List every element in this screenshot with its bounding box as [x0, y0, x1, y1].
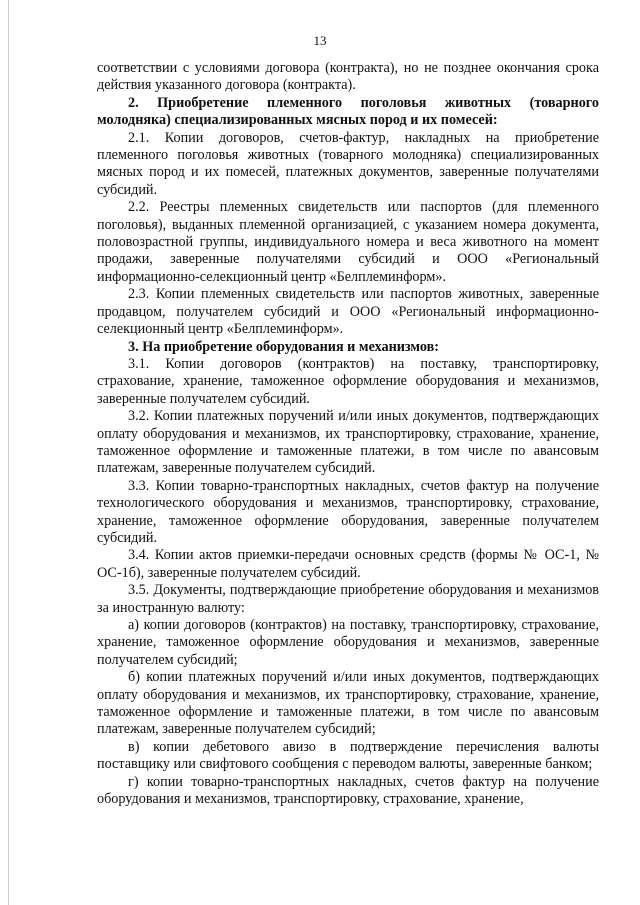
document-body — [97, 60, 599, 808]
paragraph: 3.5. Документы, подтверждающие приобретение оборудования и механизмов за иностранную валюту: — [97, 582, 599, 616]
paragraph: 3.1. Копии договоров (контрактов) на поставку, транспортировку, страхование, хранение, таможенное оформление оборудования и механизмов, заверенные получателем субсидий. — [97, 355, 599, 407]
paragraph: 2.2. Реестры племенных свидетельств или паспортов (для племенного поголовья), выданных племенной организацией, с указанием номера документа, половозрастной группы, индивидуального номера и веса животного на момент продажи, заверенные получателями субсидий и ООО «Региональный информационно-селекционный центр «Белплеминформ». — [97, 199, 599, 285]
list-item: в) копии дебетового авизо в подтверждение перечисления валюты поставщику или свифтового сообщения с переводом валюты, заверенные банком; — [97, 738, 599, 773]
section-heading: 3. На приобретение оборудования и механизмов: — [128, 338, 440, 355]
section-heading: 2. Приобретение племенного поголовья животных (товарного молодняка) специализированных мясных пород и их помесей: — [97, 94, 599, 129]
paragraph: 2.1. Копии договоров, счетов-фактур, накладных на приобретение племенного поголовья животных (товарного молодняка) специализированных мясных пород и их помесей, платежных документов, заверенные получателями субсидий. — [97, 129, 599, 198]
paragraph: 3.4. Копии актов приемки-передачи основных средств (формы № ОС-1, № ОС-1б), заверенные получателем субсидий. — [97, 547, 599, 581]
list-item: г) копии товарно-транспортных накладных, счетов фактур на получение оборудования и механизмов, транспортировку, страхование, хранение, — [97, 773, 599, 808]
paragraph: 3.2. Копии платежных поручений и/или иных документов, подтверждающих оплату оборудования и механизмов, их транспортировку, страхование, хранение, таможенное оформление и таможенные платежи, в том числе по авансовым платежам, заверенные получателем субсидий. — [97, 408, 599, 477]
paragraph: соответствии с условиями договора (контракта), но не позднее окончания срока действия указанного договора (контракта). — [97, 60, 599, 94]
paragraph: 2.3. Копии племенных свидетельств или паспортов животных, заверенные продавцом, получателем субсидий и ООО «Региональный информационно-селекционный центр «Белплеминформ». — [97, 286, 599, 338]
page-number: 13 — [313, 33, 327, 48]
paragraph: 3.3. Копии товарно-транспортных накладных, счетов фактур на получение технологического оборудования и механизмов, транспортировку, страхование, хранение, таможенное оформление оборудования, заверенные получателем субсидий. — [97, 477, 599, 546]
list-item: б) копии платежных поручений и/или иных документов, подтверждающих оплату оборудования и механизмов, их транспортировку, страхование, хранение, таможенное оформление и таможенные платежи, в том числе по авансовым платежам, заверенные получателем субсидий; — [97, 669, 599, 738]
scan-edge-line — [8, 0, 9, 905]
list-item: а) копии договоров (контрактов) на поставку, транспортировку, страхование, хранение, таможенное оформление оборудования и механизмов, заверенные получателем субсидий; — [97, 617, 599, 668]
